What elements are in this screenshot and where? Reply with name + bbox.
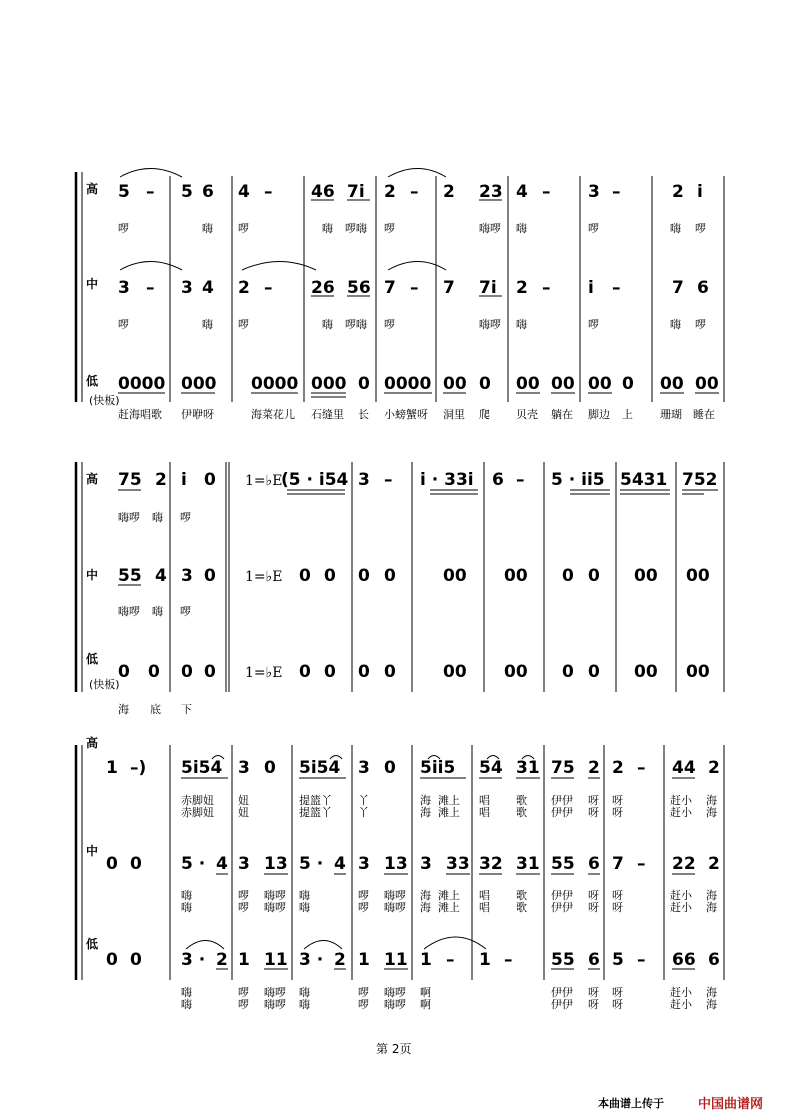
lyric: 啰 [118,222,129,235]
note-group: 2 [612,758,624,778]
note-group: 46 [311,182,335,202]
note-group: 0 [118,662,130,682]
lyric: 嗨 [202,318,213,331]
lyric: 嗨 [670,222,681,235]
note-group: 00 [660,374,684,394]
lyric: 啰 啰 [358,986,369,1011]
lyric: 啰 [588,318,599,331]
note-group: 0 [148,662,160,682]
note-group: 00 [634,662,658,682]
note-group: – [516,470,525,490]
lyric: 嗨啰 [479,318,501,331]
lyric: 啊 啊 [420,986,431,1011]
note-group: 1 [420,950,432,970]
note-group: 00 [516,374,540,394]
lyric: 丫 丫 [358,794,369,819]
note-group: 0 [299,566,311,586]
note-group: 00 [695,374,719,394]
note-group: 56 [347,278,371,298]
note-group: 00 [504,662,528,682]
note-group: – [542,278,551,298]
note-group: 0 [106,950,118,970]
lyric: 嗨 [152,511,163,524]
note-group: 3 [238,854,250,874]
note-group: 2 [588,758,600,778]
note-group: 0000 [384,374,432,394]
note-group: 0 [130,950,142,970]
lyric: 赶小 赶小 [670,889,692,914]
lyric: 啰 [695,318,706,331]
lyric: 呀 呀 [612,794,623,819]
note-group: 2 [708,758,720,778]
lyric: 底 [150,703,161,716]
note-group: 00 [504,566,528,586]
page-number: 第 2页 [376,1042,412,1056]
key-signature: 1=♭E [245,473,283,489]
note-group: 5 [118,182,130,202]
lyric: 提篮丫 提篮丫 [299,794,332,819]
note-group: 5i54 [181,758,223,778]
part-label: 低 [86,374,99,388]
note-group: 1 [106,758,118,778]
note-group: 00 [686,662,710,682]
note-group: 00 [551,374,575,394]
lyric: 啰 [238,318,249,331]
note-group: 6 [697,278,709,298]
note-group: 0 [130,854,142,874]
note-group: 0 [324,662,336,682]
note-group: 2 [216,950,228,970]
note-group: 32 [479,854,503,874]
part-label: 低 [86,937,99,951]
lyric: 嗨啰 嗨啰 [264,889,286,914]
note-group: 7 [384,278,396,298]
lyric: 嗨啰 嗨啰 [384,889,406,914]
note-group: 6 [202,182,214,202]
lyric: 嗨啰 [118,605,140,618]
lyric: 歌 歌 [516,889,527,914]
lyric: 嗨啰 嗨啰 [384,986,406,1011]
lyric: 石缝里 [311,408,344,421]
lyric: 伊伊 伊伊 [551,889,573,914]
lyric: 呀 呀 [588,986,599,1011]
lyric: 海 海 [706,794,717,819]
note-group: 3 · [299,950,324,970]
note-group: 11 [384,950,408,970]
lyric: 赶小 赶小 [670,794,692,819]
lyric: 珊瑚 [660,408,682,421]
lyric: 下 [181,703,192,716]
note-group: 6 [708,950,720,970]
system-2-lines [76,462,724,692]
lyric: 啰 [118,318,129,331]
note-group: 0 [479,374,491,394]
note-group: 3 [181,566,193,586]
note-group: – [384,470,393,490]
note-group: 75 [551,758,575,778]
note-group: 7 [612,854,624,874]
note-group: 55 [551,950,575,970]
note-group: 55 [118,566,142,586]
key-signature: 1=♭E [245,665,283,681]
lyric: 嗨啰 [118,511,140,524]
note-group: 0 [358,566,370,586]
note-group: 0 [622,374,634,394]
note-group: 26 [311,278,335,298]
lyric: 赶小 赶小 [670,986,692,1011]
note-group: 1 [238,950,250,970]
note-group: i [181,470,187,490]
note-group: 3 [118,278,130,298]
note-group: 00 [443,374,467,394]
note-group: 5 · [181,854,206,874]
note-group: – [264,278,273,298]
part-label: 中 [86,277,99,291]
note-group: 000 [181,374,217,394]
note-group: 3 [358,758,370,778]
lyric: 睡在 [693,408,715,421]
lyric: 啰 啰 [238,889,249,914]
lyric: 海 滩上 海 滩上 [420,889,460,914]
lyric: 啰 啰 [238,986,249,1011]
lyric: 洞里 [443,408,465,421]
lyric: 嗨啰 [479,222,501,235]
note-group: 0 [384,566,396,586]
lyric: 唱 唱 [479,889,490,914]
note-group: 0 [324,566,336,586]
note-group: – [612,182,621,202]
note-group: – [504,950,513,970]
note-group: 4 [155,566,167,586]
lyric: 呀 呀 [612,889,623,914]
note-group: 6 [492,470,504,490]
note-group: 2 [384,182,396,202]
note-group: 000 [311,374,347,394]
lyric: 上 [622,408,633,421]
lyric: 小螃蟹呀 [384,408,428,421]
lyric: 嗨 [516,318,527,331]
note-group: 75 [118,470,142,490]
lyric: 呀 呀 [588,889,599,914]
note-group: 2 [238,278,250,298]
note-group: 54 [479,758,503,778]
note-group: 0 [384,662,396,682]
note-group: 4 [202,278,214,298]
note-group: 0 [204,662,216,682]
note-group: 0 [106,854,118,874]
lyric: 唱 唱 [479,794,490,819]
note-group: – [637,950,646,970]
lyric: 海 滩上 海 滩上 [420,794,460,819]
note-group: – [542,182,551,202]
lyric: 伊咿呀 [181,408,214,421]
note-group: 7i [479,278,497,298]
note-group: 0 [588,566,600,586]
lyric: 啰 [180,511,191,524]
note-group: 66 [672,950,696,970]
system-1-lines [76,169,724,403]
lyric: 嗨 [516,222,527,235]
site-logo: 中国曲谱网 [698,1097,764,1112]
lyric: 妞 妞 [238,794,249,819]
note-group: 00 [634,566,658,586]
note-group: 5ii5 [420,758,456,778]
note-group: 13 [384,854,408,874]
note-group: 2 [155,470,167,490]
note-group: 5 [612,950,624,970]
lyric: 海菜花儿 [251,408,295,421]
tempo-marking: (快板) [89,394,120,407]
note-group: 3 [358,470,370,490]
lyric: 贝壳 [516,408,538,421]
note-group: i · 33i [420,470,474,490]
note-group: 3 · [181,950,206,970]
lyric: 海 海 [706,986,717,1011]
lyric: 啰 啰 [358,889,369,914]
lyric: 嗨 嗨 [181,889,192,914]
lyric: 海 [118,703,129,716]
note-group: 2 [672,182,684,202]
key-signature: 1=♭E [245,569,283,585]
lyric: 呀 呀 [612,986,623,1011]
note-group: 2 [443,182,455,202]
note-group: 0 [181,662,193,682]
note-group: 0 [562,566,574,586]
lyric: 啰嗨 [345,222,367,235]
note-group: – [146,278,155,298]
note-group: – [612,278,621,298]
lyric: 赶海唱歌 [118,408,162,421]
note-group: 31 [516,758,540,778]
lyric: 嗨 嗨 [181,986,192,1011]
note-group: 1 [358,950,370,970]
note-group: (5 · i54 [281,470,349,490]
lyric: 啰 [238,222,249,235]
lyric: 啰嗨 [345,318,367,331]
lyric: 赤脚妞 赤脚妞 [181,794,214,819]
note-group: i [697,182,703,202]
note-group: 4 [516,182,528,202]
lyric: 伊伊 伊伊 [551,986,573,1011]
note-group: 3 [181,278,193,298]
note-group: 22 [672,854,696,874]
note-group: 6 [588,854,600,874]
note-group: 5 [181,182,193,202]
note-group: 0 [204,470,216,490]
lyric: 嗨 嗨 [299,889,310,914]
note-group: 7 [443,278,455,298]
note-group: 2 [516,278,528,298]
note-group: – [146,182,155,202]
note-group: 55 [551,854,575,874]
note-group: 3 [358,854,370,874]
note-group: 0 [384,758,396,778]
note-group: 0000 [251,374,299,394]
lyric: 嗨 [322,222,333,235]
note-group: 3 [420,854,432,874]
note-group: 0 [588,662,600,682]
note-group: 0 [299,662,311,682]
note-group: 5i54 [299,758,341,778]
note-group: 7i [347,182,365,202]
lyric: 伊伊 伊伊 [551,794,573,819]
lyric: 嗨 [322,318,333,331]
note-group: 5 · ii5 [551,470,605,490]
part-label: 低 [86,652,99,666]
note-group: 2 [708,854,720,874]
note-group: 0 [358,374,370,394]
note-group: 13 [264,854,288,874]
lyric: 嗨 [202,222,213,235]
note-group: 7 [672,278,684,298]
note-group: 00 [443,566,467,586]
note-group: 4 [216,854,228,874]
lyric: 歌 歌 [516,794,527,819]
part-label: 中 [86,844,99,858]
note-group: i [588,278,594,298]
note-group: – [410,182,419,202]
note-group: 0000 [118,374,166,394]
note-group: –) [130,758,147,778]
note-group: 4 [238,182,250,202]
part-label: 高 [86,182,99,196]
note-group: 0 [264,758,276,778]
upload-credit: 本曲谱上传于 [598,1097,664,1110]
lyric: 啰 [180,605,191,618]
lyric: 呀 呀 [588,794,599,819]
part-label: 高 [86,736,99,750]
note-group: 0 [562,662,574,682]
lyric: 爬 [479,408,490,421]
lyric: 啰 [695,222,706,235]
note-group: 5 · [299,854,324,874]
note-group: 33 [446,854,470,874]
lyric: 嗨啰 嗨啰 [264,986,286,1011]
lyric: 海 海 [706,889,717,914]
lyric: 啰 [384,222,395,235]
note-group: 0 [204,566,216,586]
lyric: 嗨 嗨 [299,986,310,1011]
note-group: 3 [238,758,250,778]
note-group: 4 [334,854,346,874]
note-group: 752 [682,470,718,490]
lyric: 啰 [384,318,395,331]
note-group: 00 [686,566,710,586]
note-group: 31 [516,854,540,874]
lyric: 嗨 [152,605,163,618]
note-group: 3 [588,182,600,202]
tempo-marking: (快板) [89,678,120,691]
note-group: 1 [479,950,491,970]
lyric: 躺在 [551,408,573,421]
note-group: 23 [479,182,503,202]
note-group: 2 [334,950,346,970]
note-group: – [446,950,455,970]
part-label: 高 [86,472,99,486]
lyric: 啰 [588,222,599,235]
note-group: 0 [358,662,370,682]
note-group: 6 [588,950,600,970]
note-group: – [264,182,273,202]
note-group: – [637,758,646,778]
note-group: 11 [264,950,288,970]
note-group: – [410,278,419,298]
note-group: 00 [443,662,467,682]
note-group: 5431 [620,470,668,490]
note-group: 44 [672,758,696,778]
lyric: 嗨 [670,318,681,331]
note-group: – [637,854,646,874]
note-group: 00 [588,374,612,394]
lyric: 脚边 [588,408,610,421]
part-label: 中 [86,568,99,582]
lyric: 长 [358,408,369,421]
